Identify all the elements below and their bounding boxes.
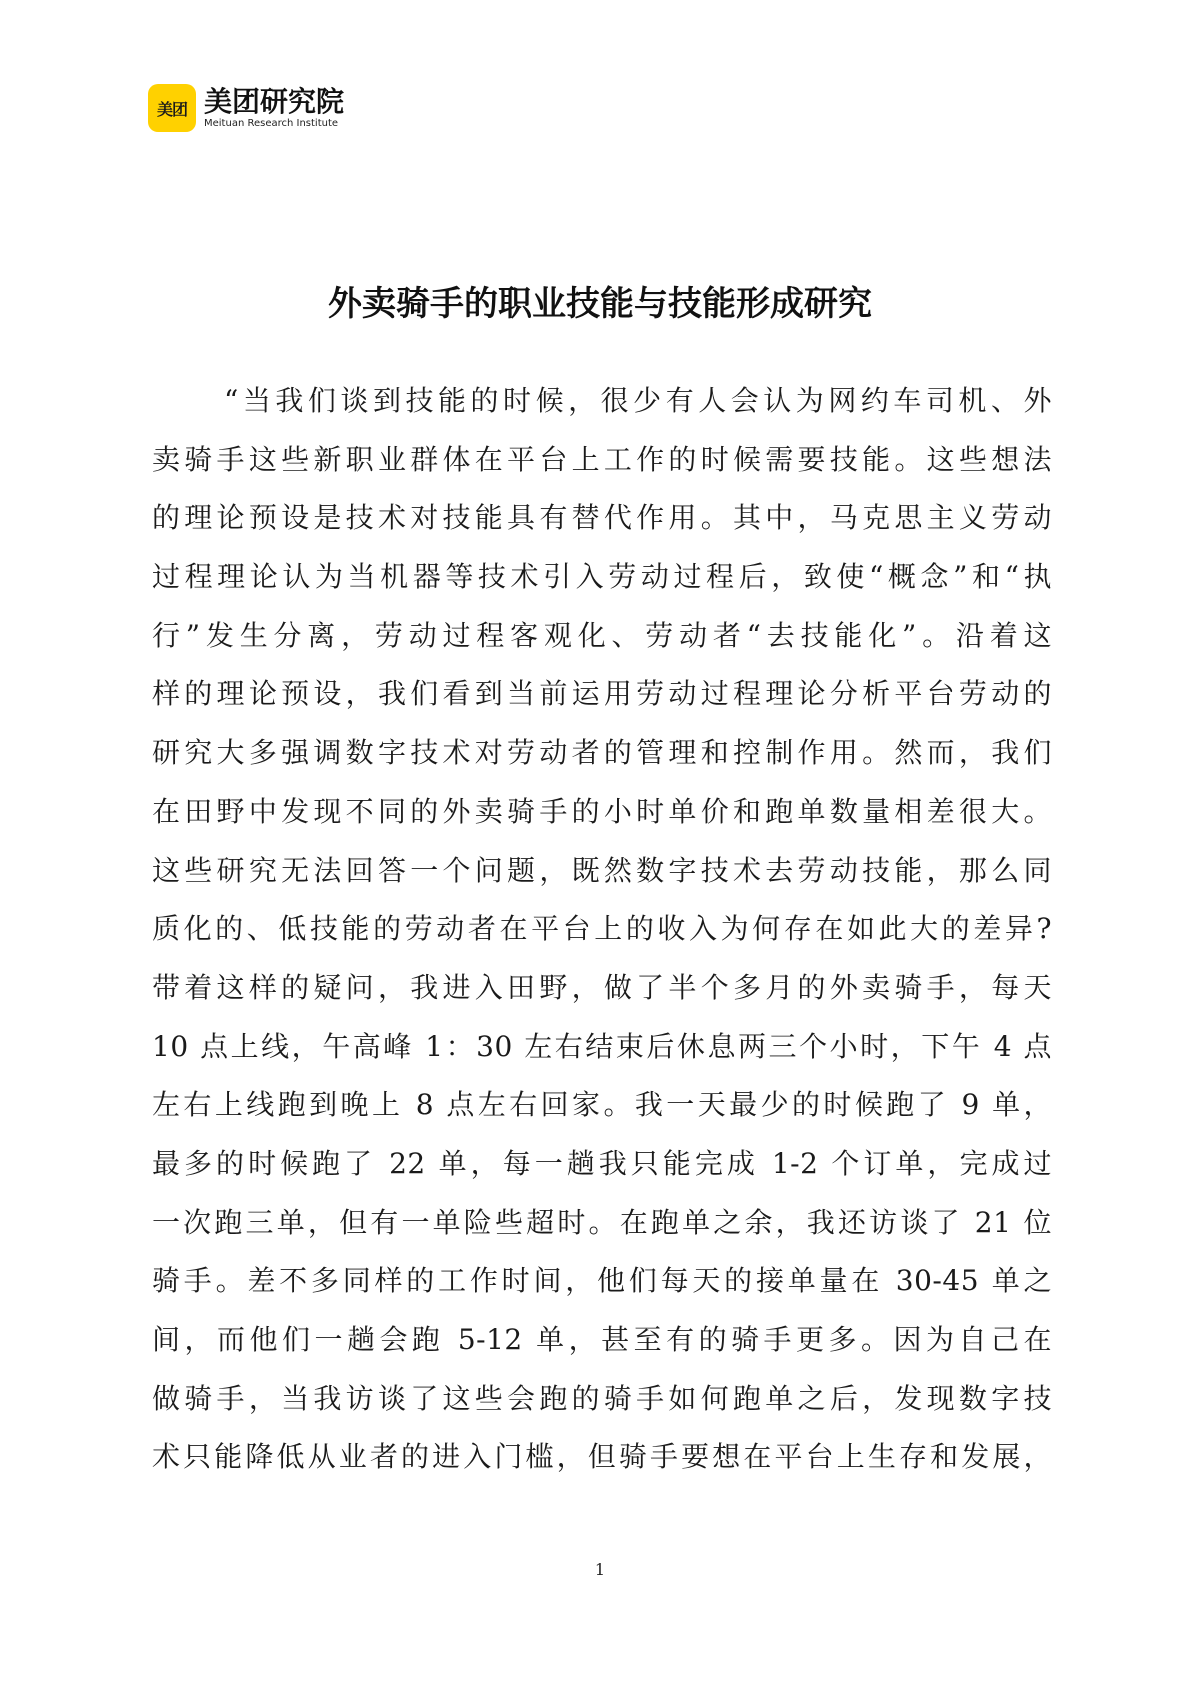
paragraph-line: 最多的时候跑了 22 单，每一趟我只能完成 1-2 个订单，完成过 [152, 1146, 1052, 1180]
org-name: 美团研究院 [204, 85, 345, 118]
paragraph-line: 过程理论认为当机器等技术引入劳动过程后，致使“概念”和“执 [152, 560, 1052, 594]
page-number: 1 [594, 1560, 606, 1579]
page-header [148, 84, 344, 132]
org-name-english: Meituan Research Institute [204, 118, 339, 129]
paragraph-line: 术只能降低从业者的进入门槛，但骑手要想在平台上生存和发展， [152, 1440, 1052, 1474]
body-paragraph [152, 372, 1052, 1487]
paragraph-line: 研究大多强调数字技术对劳动者的管理和控制作用。然而，我们 [152, 736, 1052, 770]
paragraph-line: 做骑手，当我访谈了这些会跑的骑手如何跑单之后，发现数字技 [152, 1381, 1052, 1415]
paragraph-line: 样的理论预设，我们看到当前运用劳动过程理论分析平台劳动的 [152, 677, 1052, 711]
paragraph-line: “当我们谈到技能的时候，很少有人会认为网约车司机、外 [224, 384, 1052, 417]
paragraph-line: 左右上线跑到晚上 8 点左右回家。我一天最少的时候跑了 9 单， [152, 1088, 1052, 1122]
paragraph-line: 的理论预设是技术对技能具有替代作用。其中，马克思主义劳动 [152, 501, 1052, 535]
paragraph-line: 骑手。差不多同样的工作时间，他们每天的接单量在 30-45 单之 [152, 1264, 1052, 1298]
paragraph-line: 这些研究无法回答一个问题，既然数字技术去劳动技能，那么同 [152, 853, 1052, 887]
paragraph-line: 一次跑三单，但有一单险些超时。在跑单之余，我还访谈了 21 位 [152, 1205, 1052, 1239]
paragraph-line: 行”发生分离，劳动过程客观化、劳动者“去技能化”。沿着这 [152, 618, 1052, 652]
paragraph-line: 10 点上线，午高峰 1：30 左右结束后休息两三个小时，下午 4 点 [152, 1029, 1052, 1063]
paragraph-line: 间，而他们一趟会跑 5-12 单，甚至有的骑手更多。因为自己在 [152, 1323, 1052, 1356]
meituan-logo-icon: 美团 [148, 84, 196, 132]
paragraph-line: 带着这样的疑问，我进入田野，做了半个多月的外卖骑手，每天 [152, 970, 1052, 1004]
paragraph-line: 在田野中发现不同的外卖骑手的小时单价和跑单数量相差很大。 [152, 794, 1052, 828]
paragraph-line: 质化的、低技能的劳动者在平台上的收入为何存在如此大的差异? [152, 912, 1052, 946]
org-logo-text [204, 86, 344, 130]
paragraph-line: 卖骑手这些新职业群体在平台上工作的时候需要技能。这些想法 [152, 442, 1052, 476]
document-title: 外卖骑手的职业技能与技能形成研究 [328, 284, 872, 324]
